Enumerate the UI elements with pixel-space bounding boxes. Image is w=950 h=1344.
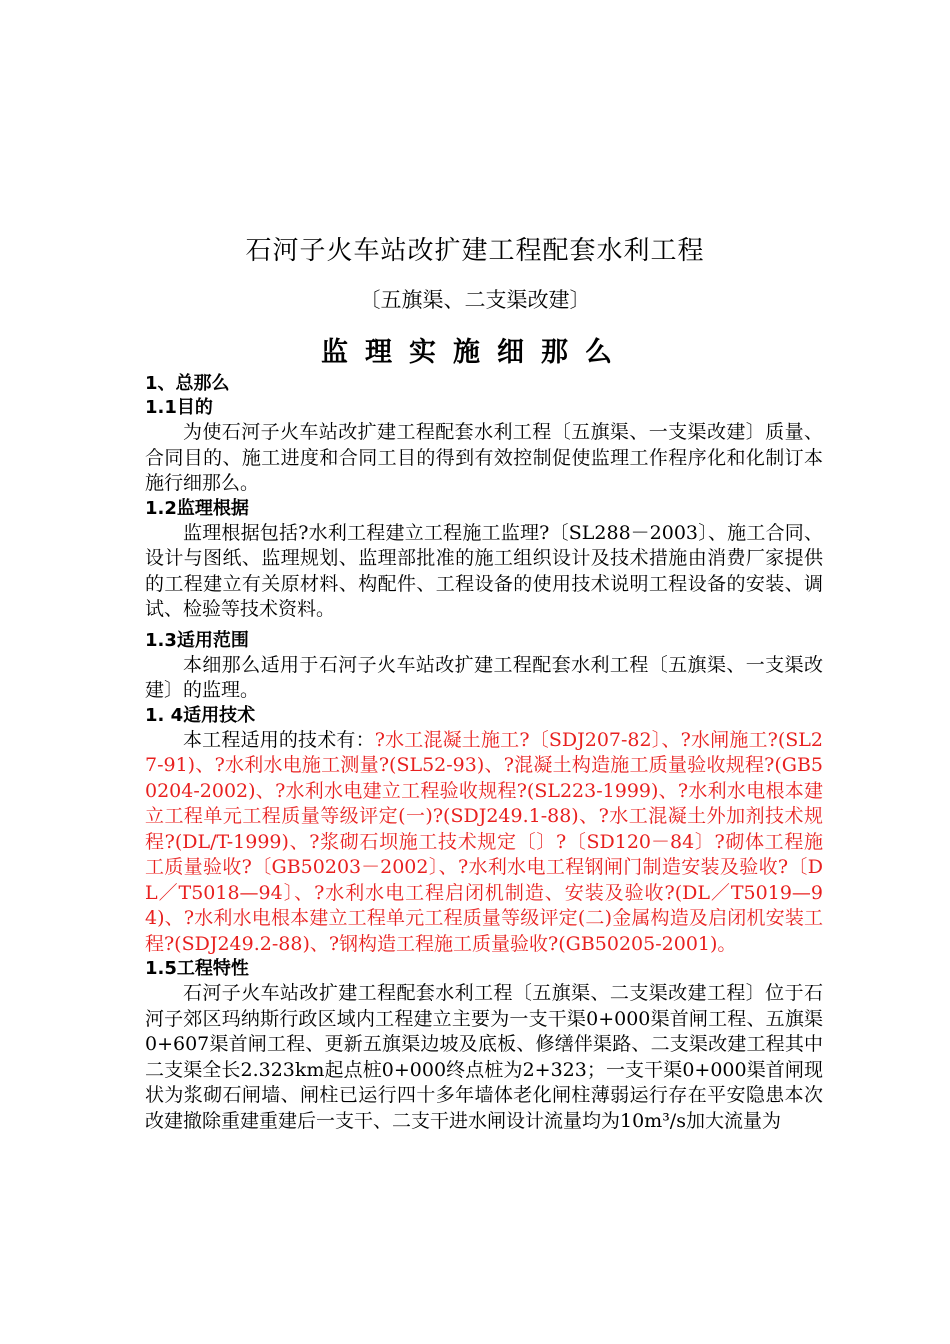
paragraph-scope: 本细那么适用于石河子火车站改扩建工程配套水利工程〔五旗渠、一支渠改建〕的监理。 — [145, 653, 823, 701]
paragraph-standards — [145, 728, 823, 958]
paragraph-basis: 监理根据包括?水利工程建立工程施工监理?〔SL288－2003〕、施工合同、设计与图纸、监理规划、监理部批准的施工组织设计及技术措施由消费厂家提供的工程建立有关原材料、构配件、工程设备的使用技术说明工程设备的安装、调试、检验等技术资料。 — [145, 521, 823, 620]
section-heading-standards: 1. 4适用技术 — [145, 704, 256, 726]
section-heading-purpose: 1.1目的 — [145, 397, 213, 418]
section-heading-basis: 1.2监理根据 — [145, 497, 249, 519]
paragraph-features: 石河子火车站改扩建工程配套水利工程〔五旗渠、二支渠改建工程〕位于石河子郊区玛纳斯行政区域内工程建立主要为一支干渠0+000渠首闸工程、五旗渠0+607渠首闸工程、更新五旗渠边坡及底板、修缮伴渠路、二支渠改建工程其中二支渠全长2.323km起点桩0+000终点桩为2+323；一支干渠0+000渠首闸现状为浆砌石闸墙、闸柱已运行四十多年墙体老化闸柱薄弱运行存在平安隐患本次改建撤除重建重建后一支干、二支干进水闸设计流量均为10m³/s加大流量为 — [145, 982, 823, 1132]
paragraph-purpose: 为使石河子火车站改扩建工程配套水利工程〔五旗渠、一支渠改建〕质量、合同目的、施工进度和合同工目的得到有效控制促使监理工作程序化和化制订本施行细那么。 — [145, 421, 823, 494]
section-heading-scope: 1.3适用范围 — [145, 629, 249, 651]
document-subtitle: 〔五旗渠、二支渠改建〕 — [359, 288, 591, 312]
document-heading: 监理实施细那么 — [321, 337, 629, 368]
standards-list: ?水工混凝土施工?〔SDJ207-82〕、?水闸施工?(SL27-91)、?水利水电施工测量?(SL52-93)、?混凝土构造施工质量验收规程?(GB50204-2002)、?水利水电建立工程验收规程?(SL223-1999)、?水利水电根本建立工程单元工程质量等级评定(一)?(SDJ249.1-88)、?水工混凝土外加剂技术规程?(DL/T-1999)、?浆砌石坝施工技术规定〔〕?〔SD120－84〕?砌体工程施工质量验收?〔GB50203－2002〕、?水利水电工程钢闸门制造安装及验收?〔DL／T5018—94〕、?水利水电工程启闭机制造、安装及验收?(DL／T5019—94)、?水利水电根本建立工程单元工程质量等级评定(二)金属构造及启闭机安装工程?(SDJ249.2-88)、?钢构造工程施工质量验收?(GB50205-2001)。 — [145, 728, 823, 955]
section-heading-features: 1.5工程特性 — [145, 958, 249, 979]
standards-intro: 本工程适用的技术有： — [183, 728, 375, 751]
document-title: 石河子火车站改扩建工程配套水利工程 — [245, 236, 705, 266]
section-heading-general: 1、总那么 — [145, 373, 230, 394]
document-body — [145, 372, 823, 1134]
